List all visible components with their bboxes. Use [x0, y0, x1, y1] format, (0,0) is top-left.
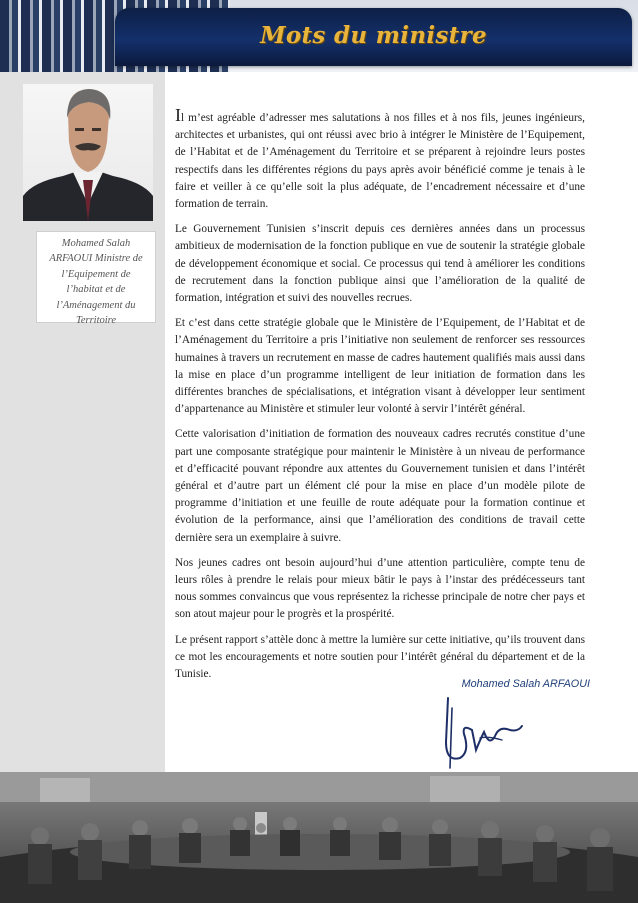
paragraph-2: Le Gouvernement Tunisien s’inscrit depuis ces dernières années dans un processus ambitieux de modernisation de la fonction publique en vue de soutenir la stratégie globale de développement économique et social. Ce processus qui tend à améliorer les conditions de recrutement dans la fonction publique ainsi que l’amélioration de la qualité de formation, intégration et suivi des nouvelles recrues.: [175, 223, 585, 305]
caption-line: l’Equipement de: [61, 268, 131, 280]
paragraph-6: Le présent rapport s’attèle donc à mettre la lumière sur cette initiative, qu’ils trouvent dans ce mot les encouragements et notre soutien pour l’intérêt général du département et de la Tunisie.: [175, 633, 585, 681]
handwritten-signature: [440, 690, 526, 772]
header-band: [0, 0, 638, 72]
drop-cap: I: [175, 105, 181, 125]
minister-portrait: [23, 84, 153, 221]
paragraph-1-text: l m’est agréable d’adresser mes salutations à nos filles et à nos fils, jeunes ingénieurs, architectes et urbanistes, qui ont réussi avec brio à intégrer le Ministère de l’Equipement, de l’Habitat et de l’Aménagement du Territoire et se préparent à rejoindre leurs postes respectifs dans les différentes régions du pays après avoir bénéficié comme je tenais à le faire et veiller à ce qu’elle soit la plus adéquate, de l’encadrement nécessaire et d’une formation de terrain.: [175, 112, 585, 211]
paragraph-1: [175, 105, 585, 213]
caption-line: Territoire: [75, 315, 117, 327]
meeting-photo-illustration: [0, 772, 638, 903]
portrait-illustration: [23, 84, 153, 221]
caption-line: l’Aménagement du: [56, 299, 136, 311]
signature-name: Mohamed Salah ARFAOUI: [461, 678, 590, 690]
paragraph-3: Et c’est dans cette stratégie globale que le Ministère de l’Equipement, de l’Habitat et de l’Aménagement du Territoire a pris l’initiative non seulement de renforcer ses ressources humaines à travers un recrutement en masse de cadres hautement qualifiés mais aussi dans la mise en place d’un programme intelligent de leur initiation de formation dans les différentes branches de spécialisations, et intégration visant à développer leur sentiment d’appartenance au Ministère et stimuler leur volonté à servir l’intérêt général.: [175, 317, 585, 416]
paragraph-4: Cette valorisation d’initiation de formation des nouveaux cadres recrutés constitue d’une part une composante stratégique pour maintenir le Ministère à un niveau de performance et d’efficacité pouvant répondre aux attentes du Gouvernement tunisien et dans l’intérêt général et d’autre part un élément clé pour la mise en place d’un modèle pilote de programme d’initiation et une feuille de route adéquate pour la formation continue et évolution de la performance, ainsi que l’amélioration des conditions de travail cette dernière sera un exemplaire à suivre.: [175, 428, 585, 544]
meeting-photo: [0, 772, 638, 903]
portrait-caption: [36, 231, 156, 327]
paragraph-5: Nos jeunes cadres ont besoin aujourd’hui d’une attention particulière, compte tenu de leurs rôles à prendre le relais pour mieux bâtir le pays à l’instar des prédécesseurs tant nous sommes convaincus que vous représentez la richesse principale de notre cher pays et son atout majeur pour le progrès et la prospérité.: [175, 556, 585, 621]
letter-body: [175, 105, 585, 691]
caption-line: ARFAOUI Ministre de: [49, 253, 143, 265]
page-title: Mots du ministre: [260, 22, 487, 49]
caption-line: Mohamed Salah: [61, 238, 131, 249]
caption-line: l’habitat et de: [66, 284, 126, 296]
